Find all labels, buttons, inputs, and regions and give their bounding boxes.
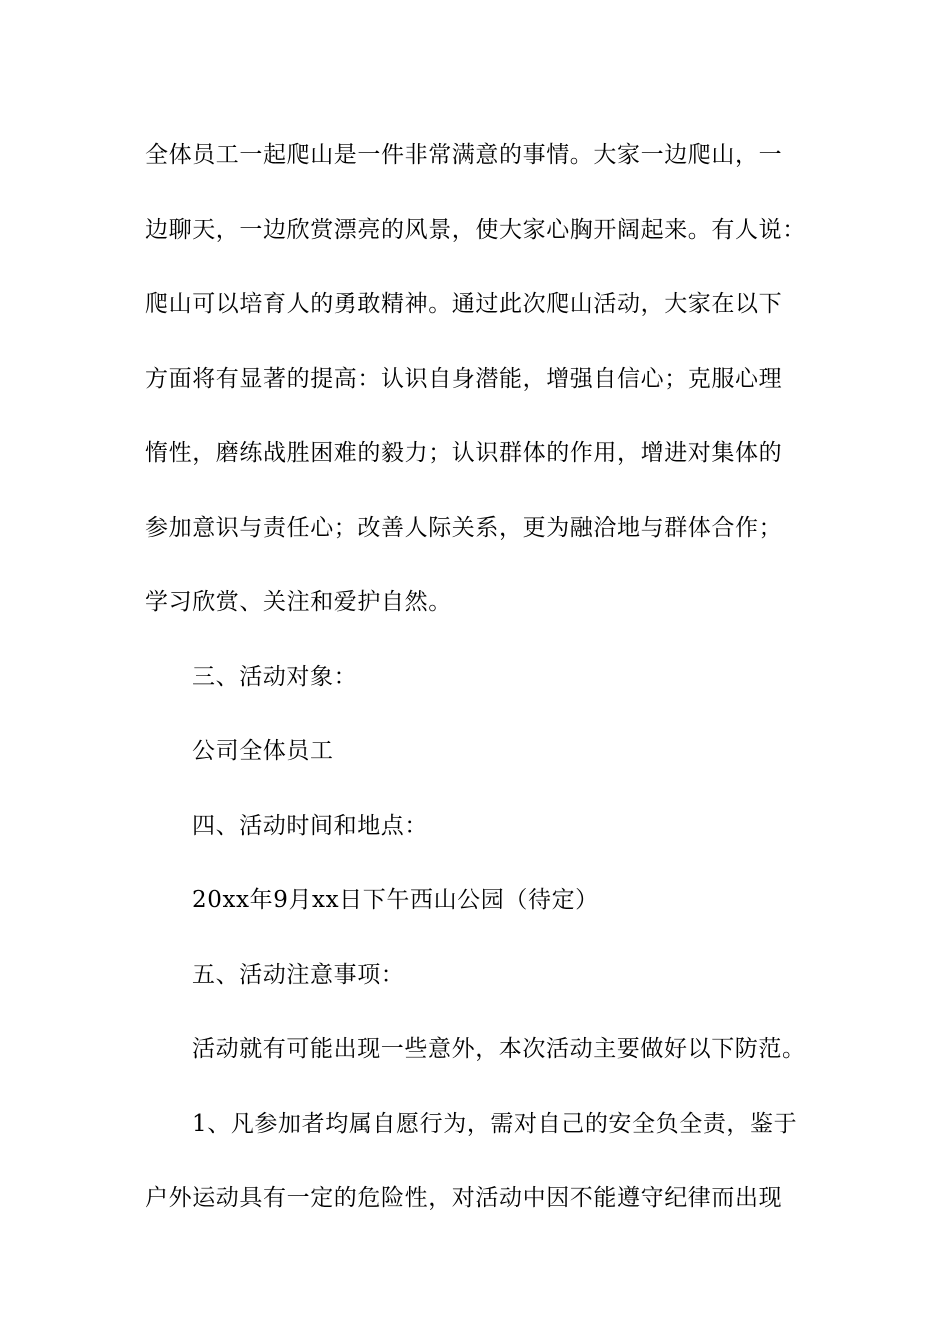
section-heading-time-place: 四、活动时间和地点： [192, 812, 428, 839]
paragraph-line: 惰性，磨练战胜困难的毅力；认识群体的作用，增进对集体的 [145, 440, 783, 466]
section-heading-activity-target: 三、活动对象： [192, 663, 358, 690]
paragraph-line: 边聊天，一边欣赏漂亮的风景，使大家心胸开阔起来。有人说： [145, 216, 806, 243]
paragraph-line: 学习欣赏、关注和爱护自然。 [145, 589, 452, 615]
time-place-text: 20xx年9月xx日下午西山公园（待定） [192, 887, 599, 913]
numbered-item-1: 1、凡参加者均属自愿行为，需对自己的安全负全责，鉴于 [192, 1110, 798, 1137]
document-body [145, 129, 810, 1247]
paragraph-line: 全体员工一起爬山是一件非常满意的事情。大家一边爬山，一 [145, 142, 783, 168]
paragraph-line: 爬山可以培育人的勇敢精神。通过此次爬山活动，大家在以下 [145, 291, 783, 317]
activity-target-text: 公司全体员工 [192, 738, 334, 764]
section-heading-notes: 五、活动注意事项： [192, 961, 405, 988]
paragraph-line: 方面将有显著的提高：认识自身潜能，增强自信心；克服心理 [145, 365, 783, 392]
paragraph-line: 参加意识与责任心；改善人际关系，更为融洽地与群体合作； [145, 514, 783, 541]
paragraph-line: 户外运动具有一定的危险性，对活动中因不能遵守纪律而出现 [145, 1185, 783, 1211]
notes-intro-text: 活动就有可能出现一些意外，本次活动主要做好以下防范。 [192, 1036, 806, 1062]
